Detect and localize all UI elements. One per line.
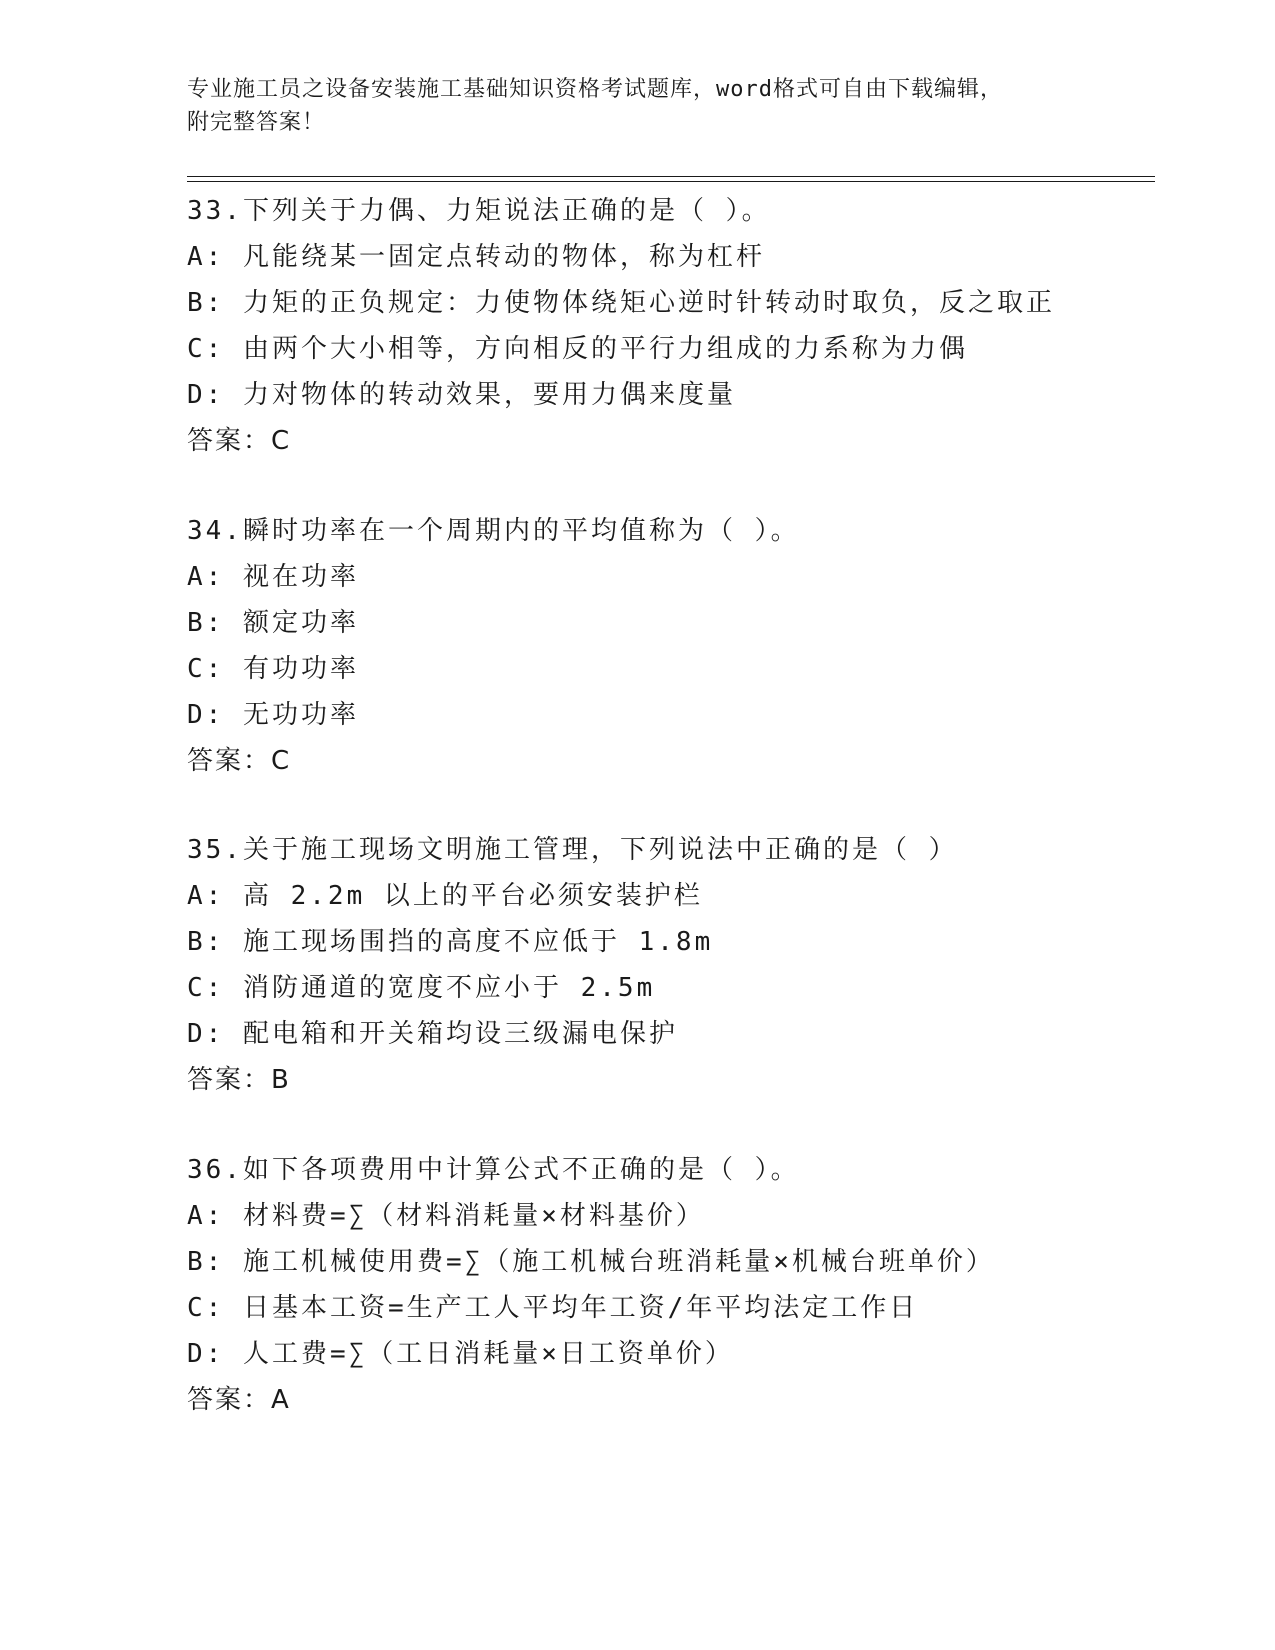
question-stem: 35.关于施工现场文明施工管理，下列说法中正确的是（ ） [187, 835, 958, 865]
option-c: C: 消防通道的宽度不应小于 2.5m [187, 973, 656, 1003]
answer-line: 答案：C [187, 426, 292, 456]
option-c: C: 日基本工资=生产工人平均年工资/年平均法定工作日 [187, 1293, 919, 1323]
question-33 [187, 188, 1147, 464]
option-d: D: 无功功率 [187, 700, 359, 730]
question-36 [187, 1147, 1147, 1423]
option-d: D: 配电箱和开关箱均设三级漏电保护 [187, 1019, 678, 1049]
option-d: D: 人工费=∑（工日消耗量×日工资单价） [187, 1339, 734, 1369]
answer-line: 答案：A [187, 1385, 291, 1415]
question-stem: 33.下列关于力偶、力矩说法正确的是（ ）。 [187, 196, 771, 226]
answer-line: 答案：C [187, 746, 292, 776]
option-c: C: 由两个大小相等，方向相反的平行力组成的力系称为力偶 [187, 334, 968, 364]
option-c: C: 有功功率 [187, 654, 359, 684]
option-a: A: 高 2.2m 以上的平台必须安装护栏 [187, 881, 703, 911]
option-d: D: 力对物体的转动效果，要用力偶来度量 [187, 380, 736, 410]
option-b: B: 施工机械使用费=∑（施工机械台班消耗量×机械台班单价） [187, 1247, 995, 1277]
header-divider-top [187, 176, 1155, 177]
answer-line: 答案：B [187, 1065, 291, 1095]
header-divider-bottom [187, 181, 1155, 182]
question-stem: 34.瞬时功率在一个周期内的平均值称为（ ）。 [187, 516, 800, 546]
question-34 [187, 508, 1147, 784]
question-stem: 36.如下各项费用中计算公式不正确的是（ ）。 [187, 1155, 800, 1185]
option-b: B: 力矩的正负规定：力使物体绕矩心逆时针转动时取负，反之取正 [187, 288, 1055, 318]
document-header [187, 73, 1087, 139]
question-35 [187, 827, 1147, 1103]
header-line-2: 附完整答案！ [187, 110, 326, 135]
option-a: A: 凡能绕某一固定点转动的物体，称为杠杆 [187, 242, 765, 272]
option-b: B: 施工现场围挡的高度不应低于 1.8m [187, 927, 714, 957]
header-line-1: 专业施工员之设备安装施工基础知识资格考试题库，word格式可自由下载编辑， [187, 77, 1003, 102]
option-a: A: 材料费=∑（材料消耗量×材料基价） [187, 1201, 705, 1231]
option-a: A: 视在功率 [187, 562, 359, 592]
option-b: B: 额定功率 [187, 608, 359, 638]
